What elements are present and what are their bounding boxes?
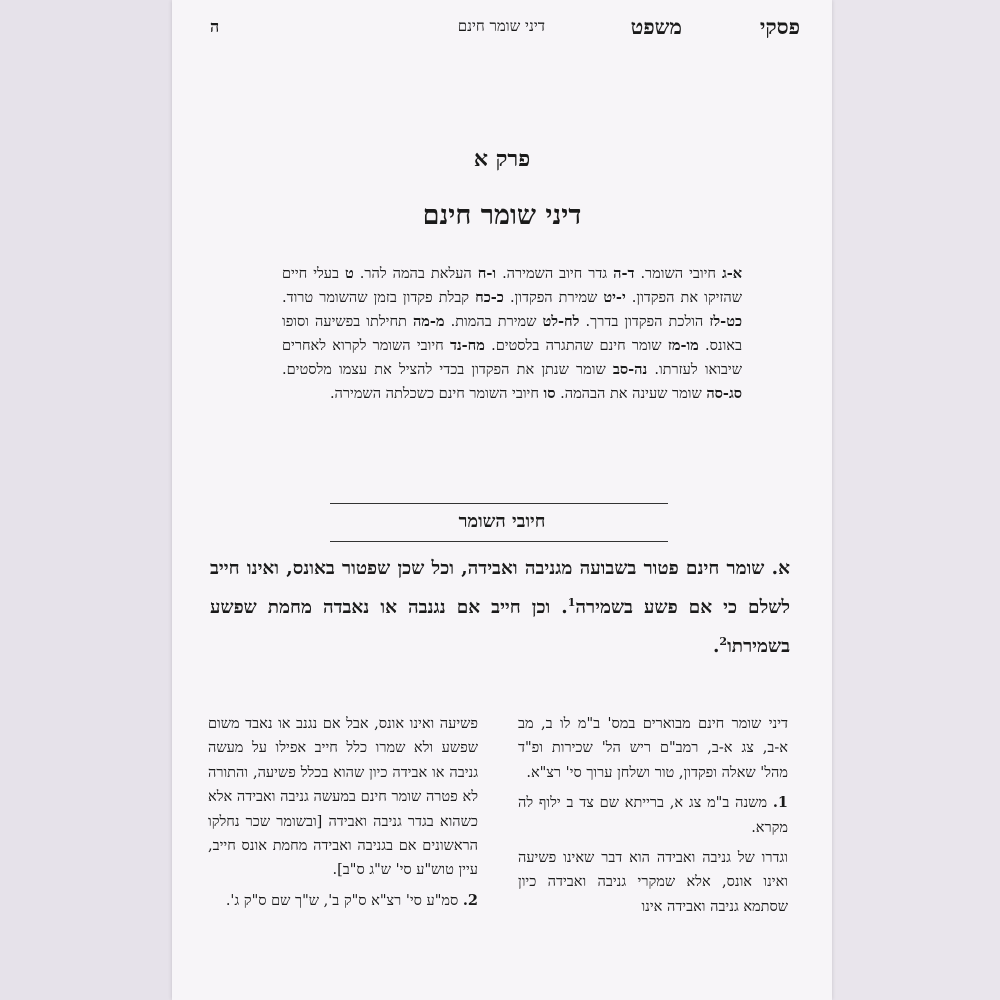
notes-column-right [518,712,788,919]
main-paragraph: א. שומר חינם פטור בשבועה מגניבה ואבידה, וכל שכן שפטור באונס, ואינו חייב לשלם כי אם פשע בשמירה$^1$. וכן חייב אם נגנבה או נאבדה מחמת שפשע בשמירתו$^2$. [210,558,790,658]
toc-item: כט-לז הולכת הפקדון בדרך. [585,313,743,330]
paragraph-marker: א. [771,558,790,579]
section-title: חיובי השומר [458,511,546,532]
footnote-continued: פשיעה ואינו אונס, אבל אם נגנב או נאבד משום שפשע ולא שמרו כלל חייב אפילו על מעשה גניבה או אבידה כיון שהוא בכלל פשיעה, והתורה לא פטרה שומר חינם במעשה גניבה ואבידה אלא כשהוא בגדר גניבה ואבידה [ובשומר שכר נחלקו הראשונים אם בגניבה ואבידה מחמת אונס חייב, עיין טוש"ע סי' ש"ג ס"ב]. [208,716,478,879]
running-header [210,14,800,38]
toc-item: לח-לט שמירת בהמות. [450,313,580,330]
section-rule-bottom [330,541,668,542]
footnote-1-continued: וגדרו של גניבה ואבידה הוא דבר שאינו פשיעה ואינו אונס, אלא שמקרי גניבה ואבידה כיון שסתמא גניבה ואבידה אינו [518,850,788,915]
header-page-letter: ה [210,17,220,36]
toc-item: א-ג חיובי השומר. [640,265,743,282]
chapter-label: פרק א [473,146,531,172]
toc-item: מו-מז שומר חינם שהתגרה בלסטים. [491,337,699,354]
footnote-ref: 2 [719,635,728,649]
adjacent-page-edge [0,0,172,1000]
toc-item: כ-כח קבלת פקדון בזמן שהשומר טרוד. [282,289,504,306]
toc-item: נה-סב שומר שנתן את הפקדון בכדי להציל את עצמו מלסטים. [282,361,648,378]
toc-item: ט בעלי חיים שהזיקו את הפקדון. [282,265,743,306]
toc-item: י-יט שמירת הפקדון. [509,289,626,306]
chapter-contents [282,262,742,406]
toc-item: סו חיובי השומר חינם כשכלתה השמירה. [329,385,556,402]
footnote-ref: 1 [567,596,576,609]
notes-column-left [208,712,478,913]
toc-item: מח-נד חיובי השומר לקרוא לאחרים שיבואו לעזרתו. [282,337,742,378]
toc-item: סג-סה שומר שעינה את הבהמה. [560,385,742,402]
notes-intro: דיני שומר חינם מבוארים במס' ב"מ לו ב, מב א-ב, צג א-ב, רמב"ם ריש הל' שכירות ופ"ד מהל' שאלה ופקדון, טור ושלחן ערוך סי' רצ"א. [518,716,788,781]
toc-item: ו-ח העלאת בהמה להר. [359,265,497,282]
header-running-title: דיני שומר חינם [457,17,545,35]
chapter-title: דיני שומר חינם [422,200,582,231]
toc-item: מ-מה תחילתו בפשיעה וסופו באונס. [282,313,742,354]
section-rule-top [330,503,668,504]
footnote-2: 2. סמ"ע סי' רצ"א ס"ק ב', ש"ך שם ס"ק ג'. [225,891,478,909]
toc-item: ד-ה גדר חיוב השמירה. [502,265,635,282]
footnote-1: 1. משנה ב"מ צג א, ברייתא שם צד ב ילוף לה מקרא. [518,794,788,836]
header-book-word2: משפט [630,14,682,39]
bleed-through-margin [832,0,1000,1000]
header-book-word1: פסקי [759,14,800,39]
